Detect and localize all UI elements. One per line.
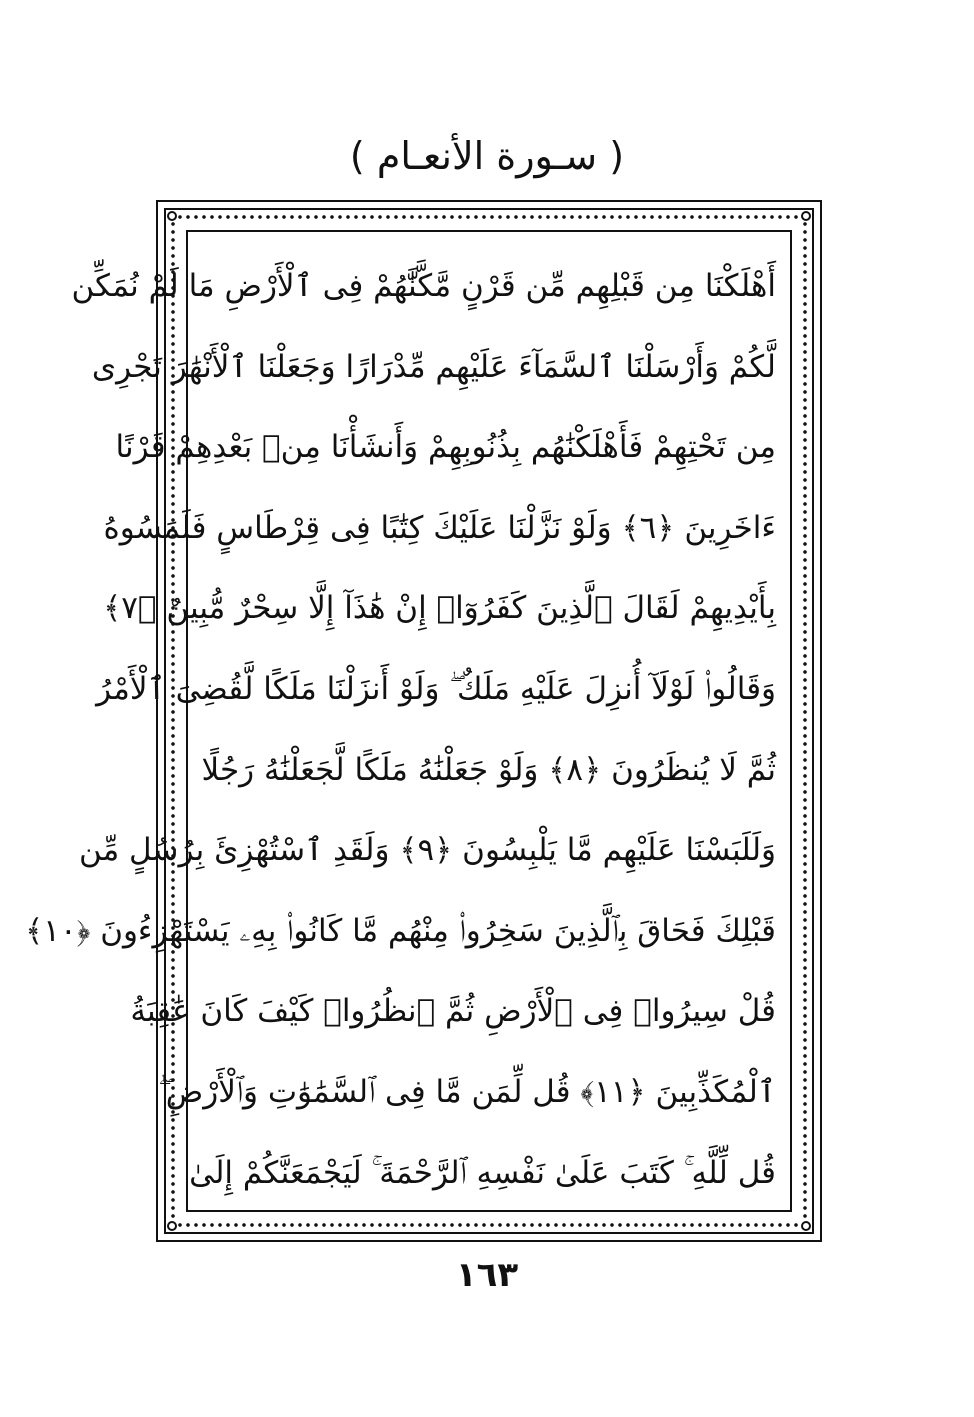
- surah-title: ( سـورة الأنعـام ): [349, 134, 625, 178]
- verse-line: ثُمَّ لَا يُنظَرُونَ ﴿٨﴾ وَلَوْ جَعَلْنَٰهُ مَلَكًا لَّجَعَلْنَٰهُ رَجُلًا: [201, 751, 776, 788]
- page-number: ١٦٣: [455, 1255, 519, 1295]
- verse-line: مِن تَحْتِهِمْ فَأَهْلَكْنَٰهُم بِذُنُوبِهِمْ وَأَنشَأْنَا مِنۢ بَعْدِهِمْ قَرْنًا: [115, 429, 776, 466]
- page-frame: [25, 200, 822, 1242]
- corner-ornament-bottom-right: [801, 1221, 811, 1231]
- border-pattern-top: [176, 212, 802, 222]
- verse-line: وَلَلَبَسْنَا عَلَيْهِم مَّا يَلْبِسُونَ ﴿٩﴾ وَلَقَدِ ٱسْتُهْزِئَ بِرُسُلٍ مِّن: [79, 832, 776, 869]
- border-pattern-bottom: [176, 1220, 802, 1230]
- corner-ornament-bottom-left: [167, 1221, 177, 1231]
- border-pattern-right: [800, 220, 810, 1222]
- corner-ornament-top-right: [801, 211, 811, 221]
- verse-line: قُل لِّلَّهِ ۚ كَتَبَ عَلَىٰ نَفْسِهِ ٱلرَّحْمَةَ ۚ لَيَجْمَعَنَّكُمْ إِلَىٰ: [189, 1154, 776, 1191]
- verse-line: بِأَيْدِيهِمْ لَقَالَ ٱلَّذِينَ كَفَرُوٓا۟ إِنْ هَٰذَآ إِلَّا سِحْرٌ مُّبِينٌ ﴿٧﴾: [103, 590, 776, 627]
- verse-line: أَهْلَكْنَا مِن قَبْلِهِم مِّن قَرْنٍ مَّكَّنَّٰهُمْ فِى ٱلْأَرْضِ مَا لَمْ نُمَكِّن: [71, 268, 776, 304]
- verse-text-block: [25, 246, 776, 1213]
- verse-line: قُلْ سِيرُوا۟ فِى ٱلْأَرْضِ ثُمَّ ٱنظُرُوا۟ كَيْفَ كَانَ عَٰقِبَةُ: [130, 993, 776, 1030]
- verse-line: ٱلْمُكَذِّبِينَ ﴿١١﴾ قُل لِّمَن مَّا فِى ٱلسَّمَٰوَٰتِ وَٱلْأَرْضِ ۖ: [158, 1073, 776, 1110]
- verse-line: لَّكُمْ وَأَرْسَلْنَا ٱلسَّمَآءَ عَلَيْهِم مِّدْرَارًا وَجَعَلْنَا ٱلْأَنْهَٰرَ تَجْرِى: [91, 348, 776, 385]
- verse-line: وَقَالُوا۟ لَوْلَآ أُنزِلَ عَلَيْهِ مَلَكٌ ۖ وَلَوْ أَنزَلْنَا مَلَكًا لَّقُضِىَ ٱلْأَمْرُ: [96, 670, 776, 707]
- verse-line: ءَاخَرِينَ ﴿٦﴾ وَلَوْ نَزَّلْنَا عَلَيْكَ كِتَٰبًا فِى قِرْطَاسٍ فَلَمَسُوهُ: [103, 509, 776, 546]
- verse-line: قَبْلِكَ فَحَاقَ بِٱلَّذِينَ سَخِرُوا۟ مِنْهُم مَّا كَانُوا۟ بِهِۦ يَسْتَهْزِءُونَ ﴿١٠﴾: [25, 912, 776, 949]
- corner-ornament-top-left: [167, 211, 177, 221]
